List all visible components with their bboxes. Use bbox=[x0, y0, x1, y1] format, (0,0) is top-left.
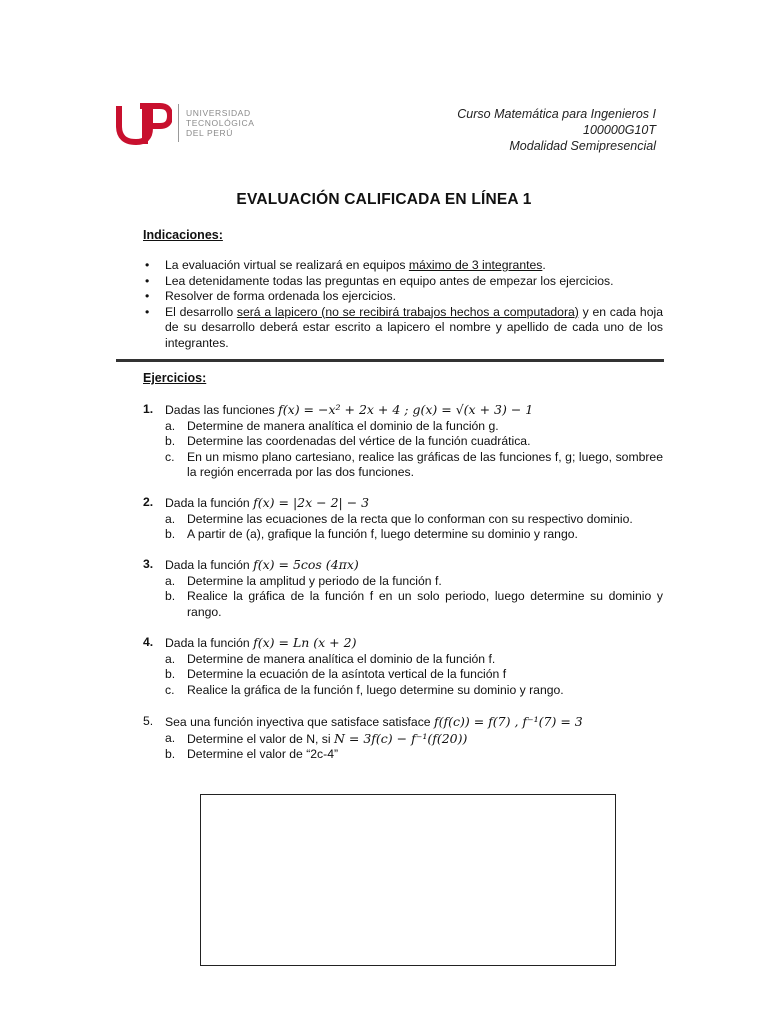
exercise-subitem: a. Determine el valor de N, si N = 3f(c) − f⁻¹(f(20)) bbox=[165, 730, 468, 746]
exercise-1 bbox=[143, 402, 663, 481]
exercise-formula: N = 3f(c) − f⁻¹(f(20)) bbox=[333, 730, 468, 746]
bullet-icon: • bbox=[145, 304, 150, 319]
indicaciones-list bbox=[143, 258, 663, 351]
exercise-stem: Dada la función f(x) = |2x − 2| − 3 bbox=[165, 495, 370, 510]
logo-line: UNIVERSIDAD bbox=[186, 108, 251, 118]
logo-line: DEL PERÚ bbox=[186, 128, 233, 138]
course-code: 100000G10T bbox=[583, 123, 656, 137]
exercise-formula: f(x) = Ln (x + 2) bbox=[253, 635, 357, 650]
exam-title: EVALUACIÓN CALIFICADA EN LÍNEA 1 bbox=[236, 191, 532, 208]
exercise-subitem: a. Determine de manera analítica el dominio de la función g. bbox=[165, 418, 499, 433]
ejercicios-heading: Ejercicios: bbox=[143, 371, 207, 385]
course-name: Curso Matemática para Ingenieros I bbox=[457, 107, 656, 121]
list-item: • Lea detenidamente todas las preguntas en equipo antes de empezar los ejercicios. bbox=[145, 273, 614, 288]
exercise-4 bbox=[143, 635, 663, 698]
bullet-icon: • bbox=[145, 289, 150, 303]
exercise-2 bbox=[143, 495, 663, 543]
exercise-formula: f(x) = 5cos (4πx) bbox=[253, 557, 359, 572]
exercise-number: 3. bbox=[143, 557, 154, 571]
list-item: • La evaluación virtual se realizará en equipos máximo de 3 integrantes. bbox=[145, 258, 546, 272]
exercise-stem: Dadas las funciones f(x) = −x² + 2x + 4 ; g(x) = √(x + 3) − 1 bbox=[165, 402, 534, 417]
exercise-3 bbox=[143, 557, 663, 620]
exercise-stem: Dada la función f(x) = 5cos (4πx) bbox=[165, 557, 359, 572]
exercise-number: 4. bbox=[143, 635, 154, 649]
utp-logo-mark bbox=[116, 100, 172, 146]
list-item: • El desarrollo será a lapicero (no se recibirá trabajos hechos a computadora) y en cada hoja de su desarrollo deberá estar escrito a lapicero el nombre y apellido de cada uno de los integrantes. bbox=[145, 304, 663, 350]
exercise-subitem: c. Realice la gráfica de la función f, luego determine su dominio y rango. bbox=[165, 682, 564, 697]
exercise-formula: f(x) = −x² + 2x + 4 ; g(x) = √(x + 3) − 1 bbox=[278, 402, 534, 417]
exercise-subitem: b. Determine el valor de “2c-4” bbox=[165, 747, 339, 761]
exercise-subitem: a. Determine de manera analítica el dominio de la función f. bbox=[165, 651, 496, 666]
exercise-number: 2. bbox=[143, 495, 154, 509]
logo-divider bbox=[178, 104, 179, 142]
logo-text bbox=[186, 108, 254, 138]
exercise-stem: Sea una función inyectiva que satisface satisface f(f(c)) = f(7) , f⁻¹(7) = 3 bbox=[165, 714, 583, 729]
answer-box bbox=[200, 794, 616, 966]
exercise-subitem: a. Determine las ecuaciones de la recta que lo conforman con su respectivo dominio. bbox=[165, 511, 633, 526]
utp-logo bbox=[116, 100, 266, 150]
exercise-subitem: a. Determine la amplitud y periodo de la función f. bbox=[165, 573, 442, 588]
exercise-subitem: b. Realice la gráfica de la función f en un solo periodo, luego determine su dominio y rango. bbox=[165, 589, 663, 619]
bullet-icon: • bbox=[145, 258, 150, 272]
bullet-icon: • bbox=[145, 273, 150, 288]
exercise-formula: f(x) = |2x − 2| − 3 bbox=[253, 495, 370, 510]
exercise-5 bbox=[143, 714, 663, 763]
exercise-subitem: c. En un mismo plano cartesiano, realice las gráficas de las funciones f, g; luego, sombree la región encerrada por las dos funciones. bbox=[165, 449, 663, 479]
exercise-formula: f(f(c)) = f(7) , f⁻¹(7) = 3 bbox=[433, 714, 583, 729]
logo-line: TECNOLÓGICA bbox=[186, 118, 255, 128]
course-modality: Modalidad Semipresencial bbox=[509, 139, 656, 153]
indicaciones-heading: Indicaciones: bbox=[143, 228, 223, 242]
course-info bbox=[457, 106, 656, 154]
exercise-number: 5. bbox=[143, 714, 154, 728]
section-divider bbox=[116, 359, 664, 362]
exercise-subitem: b. Determine las coordenadas del vértice de la función cuadrática. bbox=[165, 434, 531, 448]
exercise-stem: Dada la función f(x) = Ln (x + 2) bbox=[165, 635, 357, 650]
list-item: • Resolver de forma ordenada los ejercicios. bbox=[145, 289, 396, 303]
exercise-number: 1. bbox=[143, 402, 154, 416]
exercise-subitem: b. A partir de (a), grafique la función f, luego determine su dominio y rango. bbox=[165, 527, 578, 541]
exercise-subitem: b. Determine la ecuación de la asíntota vertical de la función f bbox=[165, 667, 507, 681]
